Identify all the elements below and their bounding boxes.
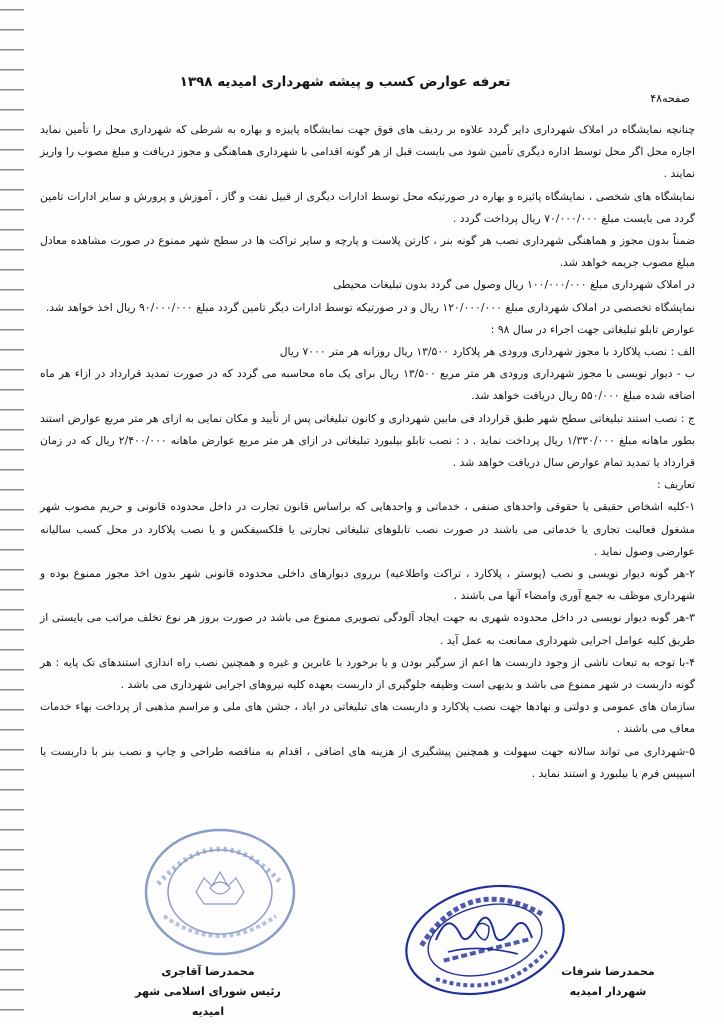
- paragraph-item-b: ب - دیوار نویسی با مجوز شهرداری ورودی هر متر مربع ۱۳/۵۰۰ ریال برای یک ماه محاسبه می گردد که در صورت تمدید قرارداد در ازاء هر ماه اضافه شده مبلغ ۵۵۰/۰۰۰ ریال دریافت خواهد شد.: [40, 367, 695, 403]
- spiral-binding: [0, 0, 24, 1024]
- council-head-name: محمدرضا آقاجری: [161, 965, 255, 978]
- paragraph-municipal-property: در املاک شهرداری مبلغ ۱۰۰/۰۰۰/۰۰۰ ریال وصول می گردد بدون تبلیغات محیطی: [332, 278, 695, 292]
- paragraph-private-exhibitions: نمایشگاه های شخصی ، نمایشگاه پائیزه و بهاره در صورتیکه محل توسط ادارات دیگری از قبیل نفت و گاز ، آموزش و پرورش و سایر ادارات تامین گردد می بایست مبلغ ۷۰/۰۰۰/۰۰۰ ریال پرداخت گردد .: [40, 189, 695, 225]
- paragraph-definitions-heading: تعاریف :: [657, 478, 695, 492]
- mayor-role: شهردار امیدیه: [569, 985, 647, 998]
- council-stamp: [140, 822, 300, 962]
- paragraph-definition-1: ۱-کلیه اشخاص حقیقی یا حقوقی واحدهای صنفی ، خدماتی و واحدهایی که براساس قانون تجارت در داخل محدوده قانونی و حریم مصوب شهر مشغول فعالیت تجاری یا خدماتی می باشند در صورت نصب تابلوهای تبلیغاتی تجارتی یا فلکسیفکس و یا نصب پلاکارد در محل کسب سالیانه عوارضی وصول نماید .: [40, 500, 695, 558]
- mayor-signature: [428, 900, 538, 970]
- paragraph-banner-ban: ضمناً بدون مجوز و هماهنگی شهرداری نصب هر گونه بنر ، کارتن پلاست و پارچه و سایر تراکت ها در سطح شهر ممنوع در صورت مشاهده معادل مبلغ مصوب جریمه خواهد شد.: [40, 234, 695, 270]
- document-body: [40, 119, 695, 785]
- paragraph-exhibition: چنانچه نمایشگاه در املاک شهرداری دایر گردد علاوه بر ردیف های فوق جهت نمایشگاه پاییزه و بهاره به شرطی که شهرداری محل را تأمین نماید اجاره محل اگر محل توسط اداره دیگری تأمین شود می بایست قبل از هر گونه اقدامی با شهرداری هماهنگی و مجوز دریافت و مبلغ مصوب را واریز نمایند .: [40, 123, 695, 181]
- document-title: تعرفه عوارض کسب و پیشه شهرداری امیدیه ۱۳۹۸: [179, 74, 511, 90]
- paragraph-item-a: الف : نصب پلاکارد با مجوز شهرداری ورودی هر پلاکارد ۱۳/۵۰۰ ریال روزانه هر متر ۷۰۰۰ ریال: [279, 345, 695, 359]
- page-number: صفحه۴۸: [650, 92, 690, 105]
- paragraph-specialized-exhibition: نمایشگاه تخصصی در املاک شهرداری مبلغ ۱۲۰/۰۰۰/۰۰۰ ریال و در صورتیکه توسط ادارات دیگر تامین گردد مبلغ ۹۰/۰۰۰/۰۰۰ ریال اخذ خواهد شد.: [45, 300, 695, 314]
- council-head-role: رئیس شورای اسلامی شهر امیدیه: [135, 985, 281, 1018]
- document-page: [30, 0, 720, 1024]
- paragraph-definition-5: ۵-شهرداری می تواند سالانه جهت سهولت و همچنین پیشگیری از هزینه های اضافی ، اقدام به مناقصه طراحی و چاپ و نصب بنر با داربست یا اسپیس فرم یا بیلبورد و استند نماید .: [40, 744, 695, 780]
- paragraph-public-organizations: سازمان های عمومی و دولتی و نهادها جهت نصب پلاکارد و داربست های تبلیغاتی در ایاد ، جشن های ملی و مراسم مذهبی از پرداخت بهاء خدمات معاف می باشند .: [40, 700, 695, 736]
- paragraph-definition-4: ۴-با توجه به تبعات ناشی از وجود داربست ها اعم از سرگیر بودن و یا برخورد با عابرین و غیره و همچنین نصب راه اندازی استندهای تک پایه : هر گونه داربست در شهر ممنوع می باشد و بدیهی است وظیفه جلوگیری از داربست بعهده کلیه نیروهای اجرایی شهرداری می باشد .: [40, 655, 695, 692]
- council-signature-block: [128, 962, 288, 1022]
- paragraph-billboard-heading: عوارض تابلو تبلیغاتی جهت اجراء در سال ۹۸ :: [490, 322, 695, 336]
- paragraph-definition-3: ۳-هر گونه دیوار نویسی در داخل محدوده شهری به جهت ایجاد آلودگی تصویری ممنوع می باشد در صورت بروز هر نوع تخلف مراتب می بایستی از طریق کلیه عوامل اجرایی شهرداری ممانعت به عمل آید .: [40, 611, 695, 647]
- mayor-signature-block: [548, 962, 668, 1002]
- paragraph-definition-2: ۲-هر گونه دیوار نویسی و نصب (پوستر ، پلاکارد ، تراکت واطلاعیه) برروی دیوارهای داخلی محدوده قانونی شهر بدون اخذ مجوز ممنوع بوده و شهرداری موظف به جمع آوری وامضاء آنها می باشند .: [40, 567, 695, 603]
- paragraph-item-c-d: ج : نصب استند تبلیغاتی سطح شهر طبق قرارداد فی مابین شهرداری و کانون تبلیغاتی پس از تأیید و مکان نمایی به ازای هر متر مربع عوارض استند بطور ماهانه مبلغ ۱/۳۳۰/۰۰۰ ریال پرداخت نماید . د : نصب تابلو بیلبورد تبلیغاتی در ازای هر متر مربع عوارض ماهانه ۲/۴۰۰/۰۰۰ ریال که در زمان قرارداد یا تمدید تمام عوارض سال دریافت خواهد شد .: [40, 411, 695, 470]
- mayor-name: محمدرضا شرفات: [561, 965, 655, 978]
